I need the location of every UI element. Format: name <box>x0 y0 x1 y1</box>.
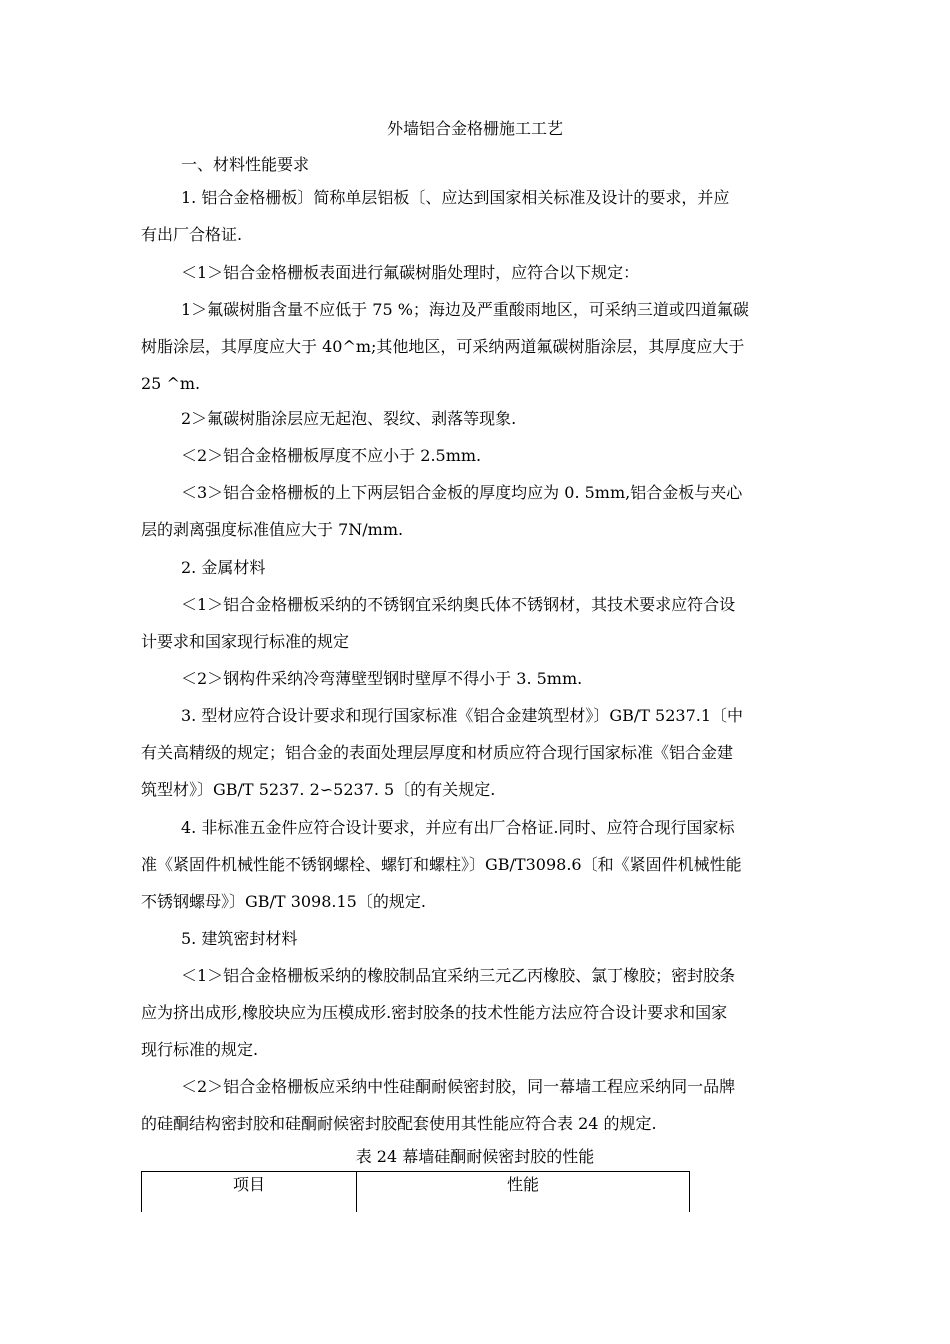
paragraph-line: 应为挤出成形,橡胶块应为压模成形.密封胶条的技术性能方法应符合设计要求和国家 <box>141 1003 728 1022</box>
paragraph-10 <box>141 697 811 808</box>
table-header-item: 项目 <box>142 1172 357 1212</box>
section-heading <box>141 146 851 183</box>
paragraph-14 <box>141 1068 811 1142</box>
paragraph-line: 25 ^m. <box>141 374 201 393</box>
paragraph-line: 有关高精级的规定；铝合金的表面处理层厚度和材质应符合现行国家标准《铝合金建 <box>141 743 734 762</box>
paragraph-8 <box>141 586 811 660</box>
paragraph-line: 准《紧固件机械性能不锈钢螺栓、螺钉和螺柱》〕GB/T3098.6〔和《紧固件机械性能 <box>141 855 742 874</box>
paragraph-line: 树脂涂层，其厚度应大于 40^m;其他地区，可采纳两道氟碳树脂涂层，其厚度应大于 <box>141 337 745 356</box>
table-caption: 表 24 幕墙硅酮耐候密封胶的性能 <box>355 1147 595 1166</box>
paragraph-line: 筑型材》〕GB/T 5237. 2∽5237. 5〔的有关规定. <box>141 780 496 799</box>
paragraph-2 <box>141 254 851 291</box>
properties-table <box>141 1171 690 1212</box>
paragraph-12 <box>141 920 851 957</box>
paragraph-line: 1＞氟碳树脂含量不应低于 75 %；海边及严重酸雨地区，可采纳三道或四道氟碳 <box>181 300 749 319</box>
paragraph-line: 4. 非标准五金件应符合设计要求，并应有出厂合格证.同时、应符合现行国家标 <box>181 818 735 837</box>
paragraph-line: 计要求和国家现行标准的规定 <box>141 632 350 651</box>
paragraph-7 <box>141 549 851 586</box>
paragraph-11 <box>141 809 811 920</box>
paragraph-5 <box>141 437 851 474</box>
paragraph-line: 不锈钢螺母》〕GB/T 3098.15〔的规定. <box>141 892 426 911</box>
table-header-performance: 性能 <box>506 1175 539 1194</box>
paragraph-line: 2. 金属材料 <box>181 558 266 577</box>
paragraph-line: ＜3＞铝合金格栅板的上下两层铝合金板的厚度均应为 0. 5mm,铝合金板与夹心 <box>181 483 743 502</box>
paragraph-4 <box>141 400 851 437</box>
paragraph-line: ＜2＞钢构件采纳冷弯薄壁型钢时壁厚不得小于 3. 5mm. <box>181 669 583 688</box>
paragraph-line: 2＞氟碳树脂涂层应无起泡、裂纹、剥落等现象. <box>181 409 517 428</box>
paragraph-line: 3. 型材应符合设计要求和现行国家标准《铝合金建筑型材》〕GB/T 5237.1〔中 <box>181 706 744 725</box>
paragraph-line: 层的剥离强度标准值应大于 7N/mm. <box>141 520 404 539</box>
paragraph-9 <box>141 660 851 697</box>
paragraph-line: 5. 建筑密封材料 <box>181 929 298 948</box>
paragraph-line: ＜1＞铝合金格栅板采纳的橡胶制品宜采纳三元乙丙橡胶、氯丁橡胶；密封胶条 <box>181 966 736 985</box>
document-title: 外墙铝合金格栅施工工艺 <box>386 119 563 138</box>
paragraph-3 <box>141 291 811 402</box>
paragraph-line: ＜2＞铝合金格栅板厚度不应小于 2.5mm. <box>181 446 482 465</box>
paragraph-1 <box>141 179 811 253</box>
paragraph-line: 1. 铝合金格栅板〕简称单层铝板〔、应达到国家相关标准及设计的要求，并应 <box>181 188 730 207</box>
paragraph-line: 有出厂合格证. <box>141 225 243 244</box>
paragraph-line: ＜1＞铝合金格栅板表面进行氟碳树脂处理时，应符合以下规定： <box>181 263 640 282</box>
paragraph-line: ＜2＞铝合金格栅板应采纳中性硅酮耐候密封胶，同一幕墙工程应采纳同一品牌 <box>181 1077 736 1096</box>
section-heading-text: 一、材料性能要求 <box>181 155 310 174</box>
paragraph-6 <box>141 474 811 548</box>
paragraph-13 <box>141 957 811 1068</box>
paragraph-line: 现行标准的规定. <box>141 1040 259 1059</box>
paragraph-line: 的硅酮结构密封胶和硅酮耐候密封胶配套使用其性能应符合表 24 的规定. <box>141 1114 657 1133</box>
paragraph-line: ＜1＞铝合金格栅板采纳的不锈钢宜采纳奥氏体不锈钢材，其技术要求应符合设 <box>181 595 736 614</box>
